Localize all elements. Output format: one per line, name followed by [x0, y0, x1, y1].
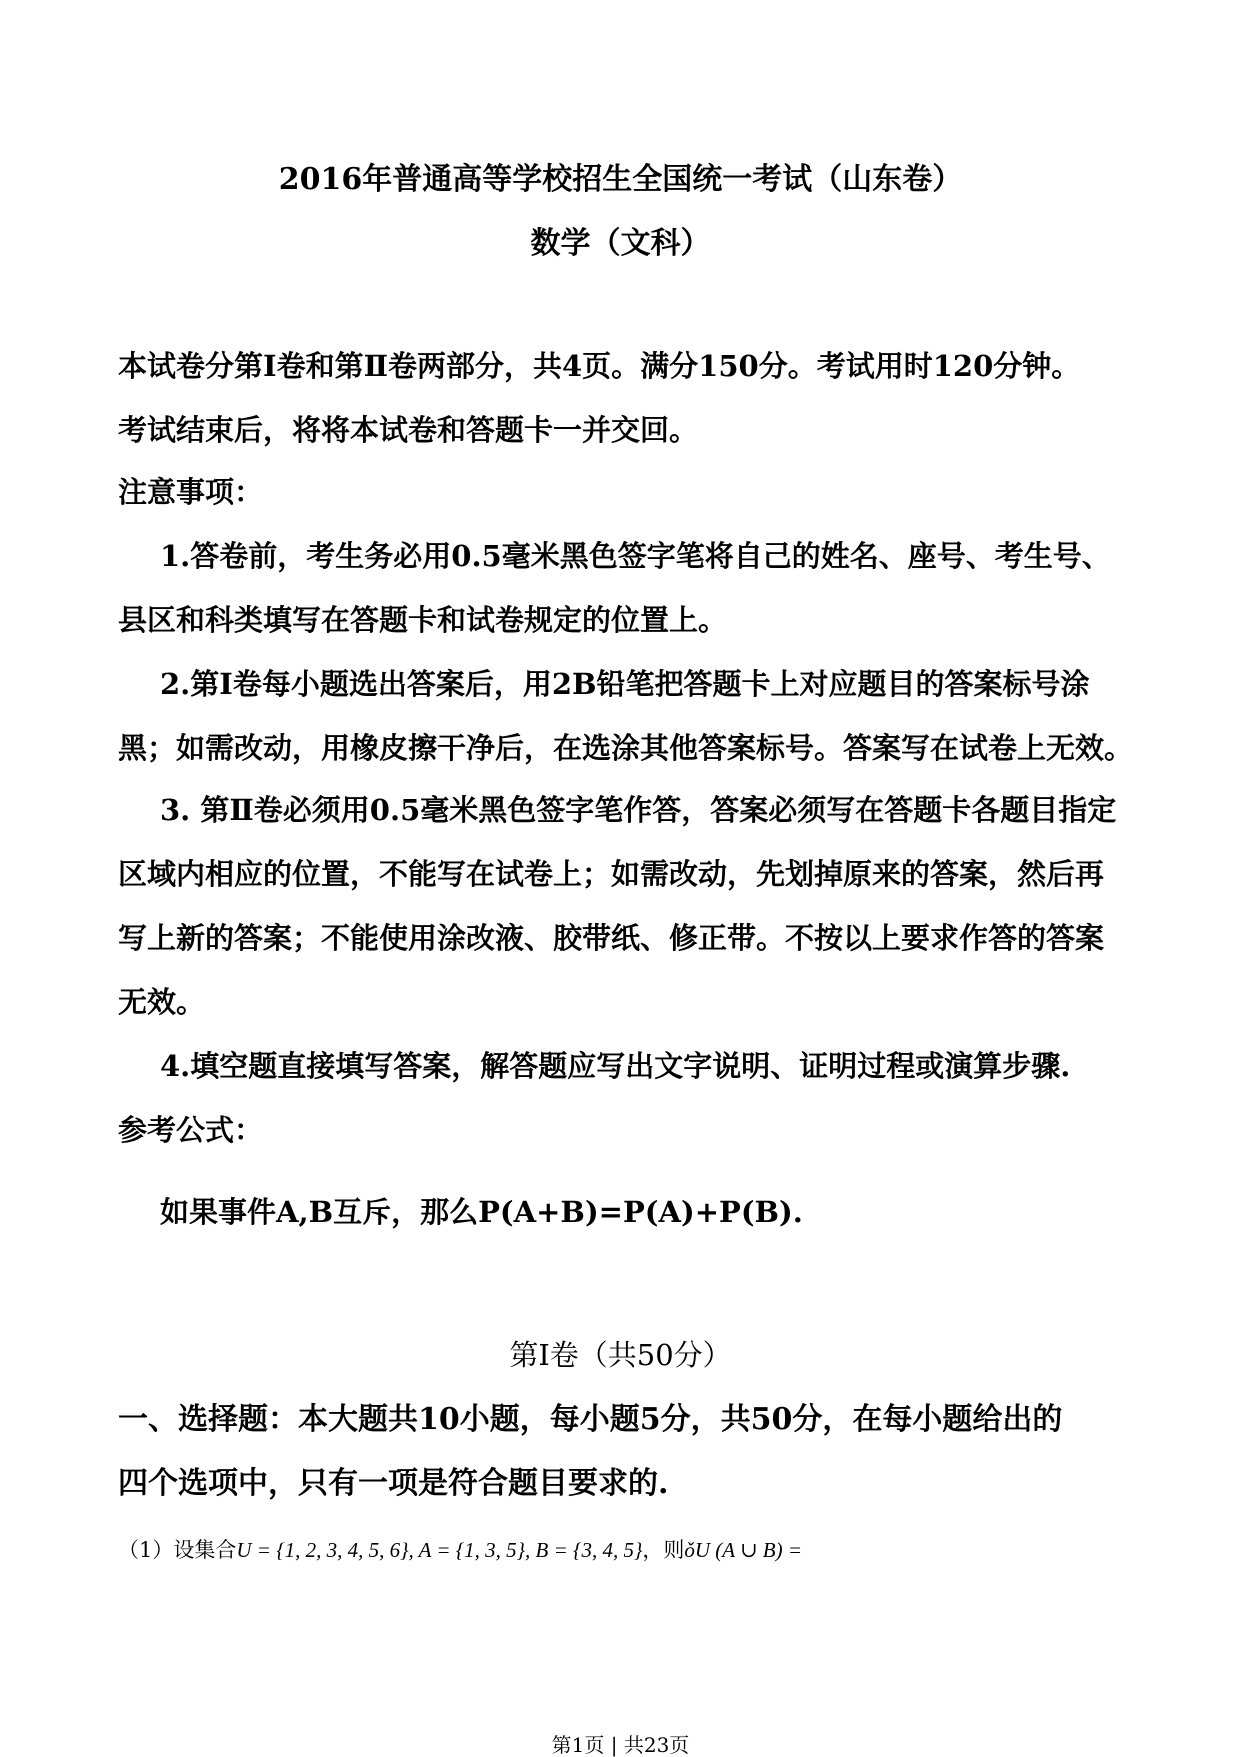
note-2-line-1: 2.第Ⅰ卷每小题选出答案后，用2B铅笔把答题卡上对应题目的答案标号涂 [160, 667, 1090, 701]
question-1-prefix: （1）设集合 [118, 1538, 237, 1562]
question-1-sets: U = {1, 2, 3, 4, 5, 6}, A = {1, 3, 5}, B = {3, 4, 5} [236, 1538, 643, 1562]
formula-text: 如果事件A,B互斥，那么P(A+B)=P(A)+P(B). [160, 1195, 803, 1229]
note-3-line-1: 3. 第Ⅱ卷必须用0.5毫米黑色签字笔作答，答案必须写在答题卡各题目指定 [160, 793, 1117, 827]
page-footer: 第1页 | 共23页 [551, 1733, 690, 1757]
note-1-line-1: 1.答卷前，考生务必用0.5毫米黑色签字笔将自己的姓名、座号、考生号、 [160, 539, 1111, 573]
formula-heading: 参考公式： [118, 1113, 264, 1147]
section-title: 第Ⅰ卷（共50分） [509, 1338, 732, 1372]
section-instruction-line-1: 一、选择题：本大题共10小题，每小题5分，共50分，在每小题给出的 [118, 1402, 1063, 1437]
note-1-line-2: 县区和科类填写在答题卡和试卷规定的位置上。 [118, 603, 728, 637]
section-instruction-line-2: 四个选项中，只有一项是符合题目要求的. [118, 1466, 669, 1501]
question-1-middle: ，则 [642, 1538, 685, 1562]
exam-subtitle: 数学（文科） [530, 226, 711, 261]
note-4-line-1: 4.填空题直接填写答案，解答题应写出文字说明、证明过程或演算步骤. [160, 1049, 1071, 1083]
question-1-expression: ǒU (A ∪ B) = [684, 1538, 803, 1562]
exam-title: 2016年普通高等学校招生全国统一考试（山东卷） [278, 162, 963, 197]
note-3-line-2: 区域内相应的位置，不能写在试卷上；如需改动，先划掉原来的答案，然后再 [118, 857, 1105, 891]
note-2-line-2: 黑；如需改动，用橡皮擦干净后，在选涂其他答案标号。答案写在试卷上无效。 [118, 731, 1134, 765]
note-3-line-3: 写上新的答案；不能使用涂改液、胶带纸、修正带。不按以上要求作答的答案 [118, 921, 1105, 955]
intro-line-1: 本试卷分第Ⅰ卷和第Ⅱ卷两部分，共4页。满分150分。考试用时120分钟。 [118, 349, 1081, 383]
notes-heading: 注意事项： [118, 475, 264, 509]
question-1 [118, 1536, 802, 1564]
intro-line-2: 考试结束后，将将本试卷和答题卡一并交回。 [118, 413, 699, 447]
note-3-line-4: 无效。 [118, 985, 206, 1019]
